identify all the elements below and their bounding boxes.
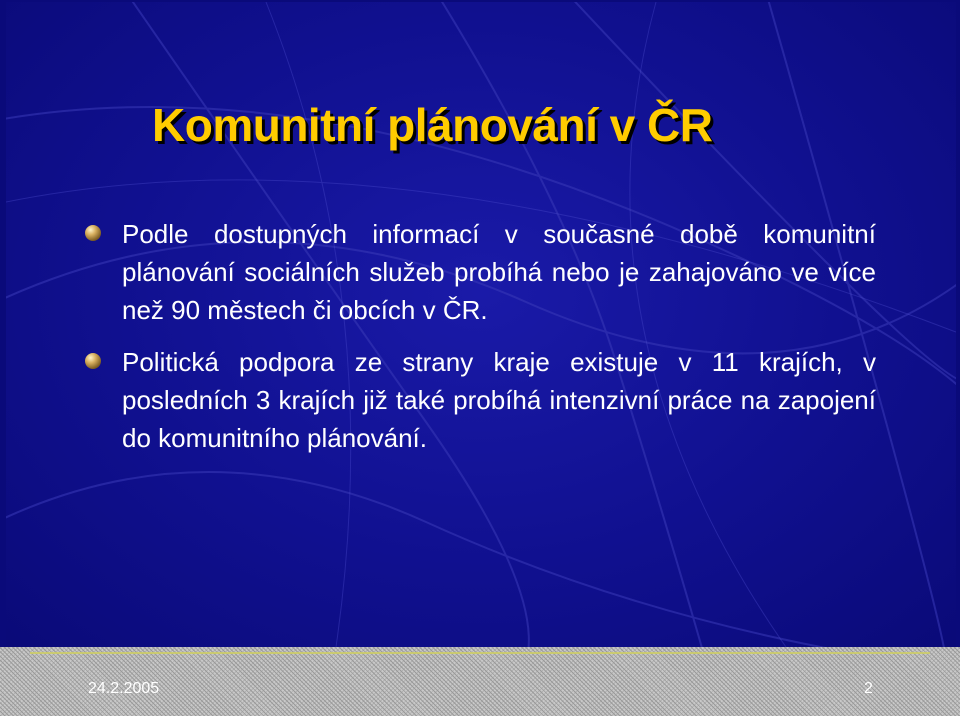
bullet-item — [84, 343, 876, 457]
footer-date: 24.2.2005 — [88, 680, 160, 697]
bullet-text: Politická podpora ze strany kraje existuje v 11 krajích, v posledních 3 krajích již také probíhá intenzivní práce na zapojení do komunitního plánování. — [122, 347, 876, 453]
page-number: 2 — [864, 680, 873, 697]
bullet-item — [84, 215, 876, 329]
slide-title: Komunitní plánování v ČR — [152, 99, 713, 151]
bullet-ball-icon — [84, 224, 102, 242]
bullet-list — [84, 215, 876, 471]
footer-divider — [30, 652, 930, 654]
bullet-ball-icon — [84, 352, 102, 370]
bullet-text: Podle dostupných informací v současné době komunitní plánování sociálních služeb probíhá nebo je zahajováno ve více než 90 městech či obcích v ČR. — [122, 219, 876, 325]
